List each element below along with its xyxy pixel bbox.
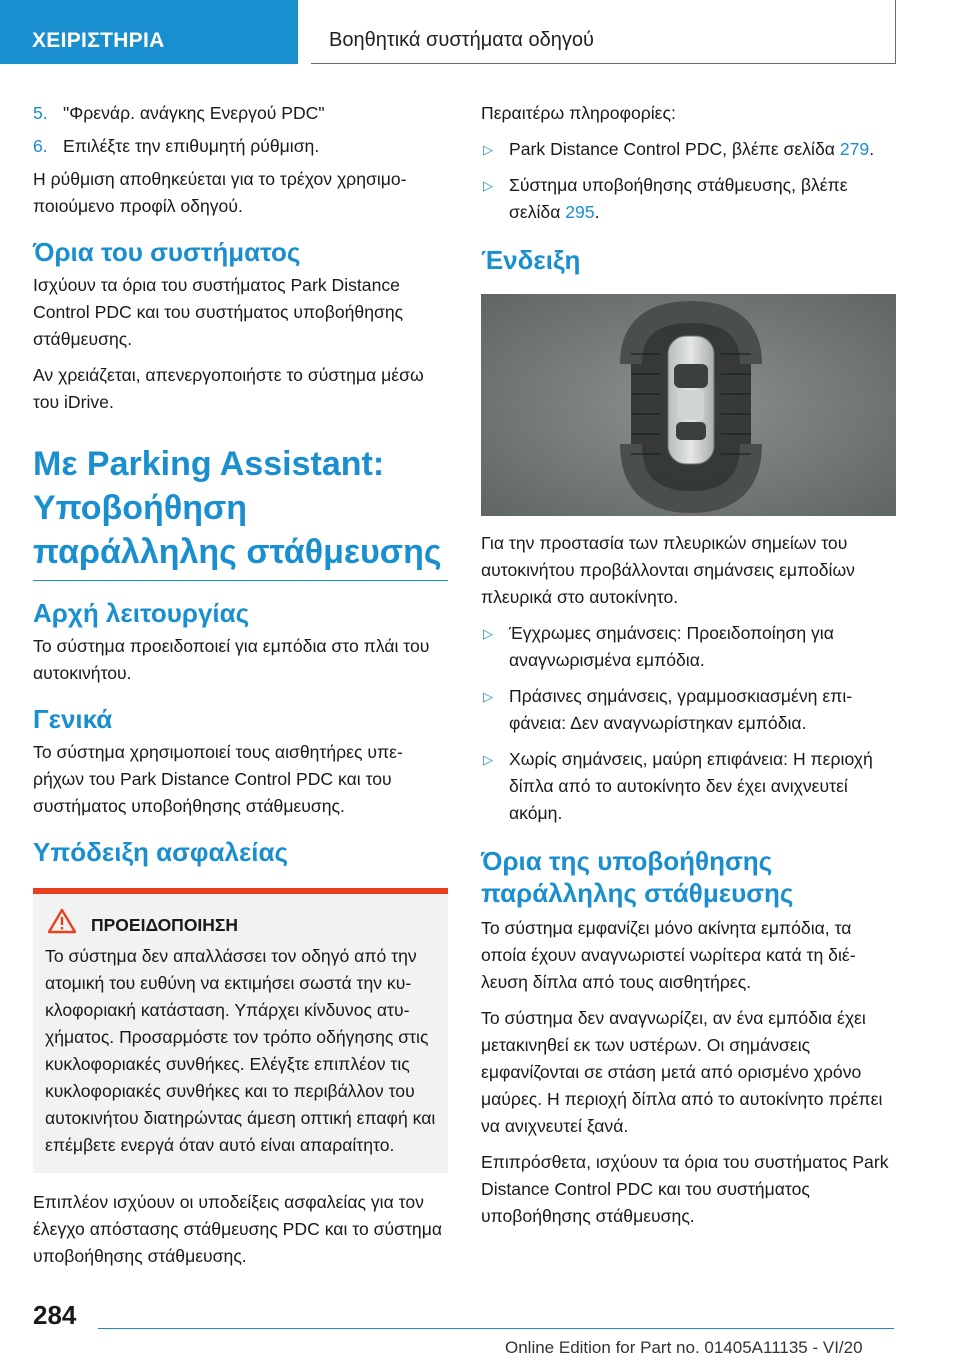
heading-display: Ένδειξη [481, 245, 581, 275]
paragraph-more-info: Περαιτέρω πληροφορίες: [481, 103, 676, 123]
left-column [33, 100, 448, 1279]
paragraph-saved: Η ρύθμιση αποθηκεύεται για το τρέχον χρησιμοποιούμενο προφίλ οδηγού. [33, 169, 407, 216]
chapter-title: Βοηθητικά συστήματα οδηγού [311, 0, 896, 64]
warning-box [33, 888, 448, 1173]
warning-text: Το σύστημα δεν απαλλάσσει τον οδηγό από την ατομική του ευθύνη να εκτιμήσει σωστά την κυκλοφοριακή κατάσταση. Υπάρχει κίνδυνος ατυχήματος. Προσαρμόστε τον τρόπο οδήγησης στις κυκλοφοριακές συνθήκες. Ελέγξτε επιπλέον τις κυκλοφοριακές συνθήκες και το περιβάλλον του αυτοκινήτου διατηρώντας άμεση οπτική επαφή και επέμβετε ενεργά όταν αυτό είναι απαραίτητο. [45, 946, 436, 1155]
paragraph-limits: Ισχύουν τα όρια του συστήματος Park Distance Control PDC και του συστήματος υποβοήθησης στάθμευσης. [33, 275, 404, 349]
paragraph-principle: Το σύστημα προειδοποιεί για εμπόδια στο πλάι του αυτοκινήτου. [33, 636, 430, 683]
page-number: 284 [33, 1300, 77, 1330]
triangle-bullet-icon: ▷ [483, 626, 493, 641]
step-text: "Φρενάρ. ανάγκης Ενεργού PDC" [63, 103, 325, 123]
bullet-colored-markings: ▷ Έγχρωμες σημάνσεις: Προειδοποίηση για αναγνωρισμένα εμπόδια. [481, 620, 896, 674]
page-link-279[interactable]: 279 [839, 139, 870, 159]
paragraph-limits-1: Το σύστημα εμφανίζει μόνο ακίνητα εμπόδια, τα οποία έχουν αναγνωριστεί νωρίτερα κατά τη διέλευση δίπλα από τους αισθητήρες. [481, 918, 856, 992]
footer-divider [98, 1328, 894, 1329]
triangle-bullet-icon: ▷ [483, 178, 493, 193]
edition-info: Online Edition for Part no. 01405A11135 - VI/20 [505, 1338, 863, 1357]
triangle-bullet-icon: ▷ [483, 142, 493, 157]
warning-triangle-icon [47, 908, 77, 934]
section-tab: ΧΕΙΡΙΣΤΗΡΙΑ [0, 0, 298, 64]
step-number: 6. [33, 136, 48, 156]
heading-safety: Υπόδειξη ασφαλείας [33, 837, 289, 867]
warning-title: ΠΡΟΕΙΔΟΠΟΙΗΣΗ [91, 915, 239, 935]
step-text: Επιλέξτε την επιθυμητή ρύθμιση. [63, 136, 320, 156]
step-number: 5. [33, 103, 48, 123]
paragraph-deactivate: Αν χρειάζεται, απενεργοποιήστε το σύστημα μέσω του iDrive. [33, 365, 424, 412]
step-6 [33, 133, 448, 160]
triangle-bullet-icon: ▷ [483, 752, 493, 767]
car-top-view-illustration [481, 294, 896, 516]
main-heading: Με Parking Assistant: Υποβοήθηση παράλληλης στάθμευσης [33, 442, 448, 581]
paragraph-display: Για την προστασία των πλευρικών σημείων του αυτοκινήτου προβάλλονται σημάνσεις εμποδίων πλευρικά στο αυτοκίνητο. [481, 533, 855, 607]
bullet-pdc: ▷ Park Distance Control PDC, βλέπε σελίδα 279. [481, 136, 896, 163]
paragraph-general: Το σύστημα χρησιμοποιεί τους αισθητήρες υπερήχων του Park Distance Control PDC και του συστήματος υποβοήθησης στάθμευσης. [33, 742, 403, 816]
step-5 [33, 100, 448, 127]
page-header [0, 0, 960, 64]
bullet-parking-assist: ▷ Σύστημα υποβοήθησης στάθμευσης, βλέπε σελίδα 295. [481, 172, 896, 226]
triangle-bullet-icon: ▷ [483, 689, 493, 704]
paragraph-limits-2: Το σύστημα δεν αναγνωρίζει, αν ένα εμπόδια έχει μετακινηθεί εκ των υστέρων. Οι σημάνσεις εμφανίζονται σε στάση μετά από ορισμένο χρόνο μαύρες. Η περιοχή δίπλα από το αυτοκίνητο πρέπει να ανιχνευτεί ξανά. [481, 1008, 883, 1136]
bullet-no-markings: ▷ Χωρίς σημάνσεις, μαύρη επιφάνεια: Η περιοχή δίπλα από το αυτοκίνητο δεν έχει ανιχνευτεί ακόμη. [481, 746, 896, 827]
parking-display-image [481, 294, 896, 516]
heading-system-limits: Όρια του συστήματος [33, 237, 301, 267]
bullet-green-markings: ▷ Πράσινες σημάνσεις, γραμμοσκιασμένη επιφάνεια: Δεν αναγνωρίστηκαν εμπόδια. [481, 683, 896, 737]
right-column [481, 100, 896, 1239]
paragraph-additional: Επιπλέον ισχύουν οι υποδείξεις ασφαλείας για τον έλεγχο απόστασης στάθμευσης PDC και το σύστημα υποβοήθησης στάθμευσης. [33, 1192, 443, 1266]
page-link-295[interactable]: 295 [565, 202, 595, 222]
paragraph-limits-3: Επιπρόσθετα, ισχύουν τα όρια του συστήματος Park Distance Control PDC και του συστήματος υποβοήθησης στάθμευσης. [481, 1152, 889, 1226]
heading-principle: Αρχή λειτουργίας [33, 598, 250, 628]
heading-parallel-limits: Όρια της υποβοήθησης παράλληλης στάθμευσης [481, 846, 794, 908]
heading-general: Γενικά [33, 704, 113, 734]
warning-header [39, 912, 438, 939]
